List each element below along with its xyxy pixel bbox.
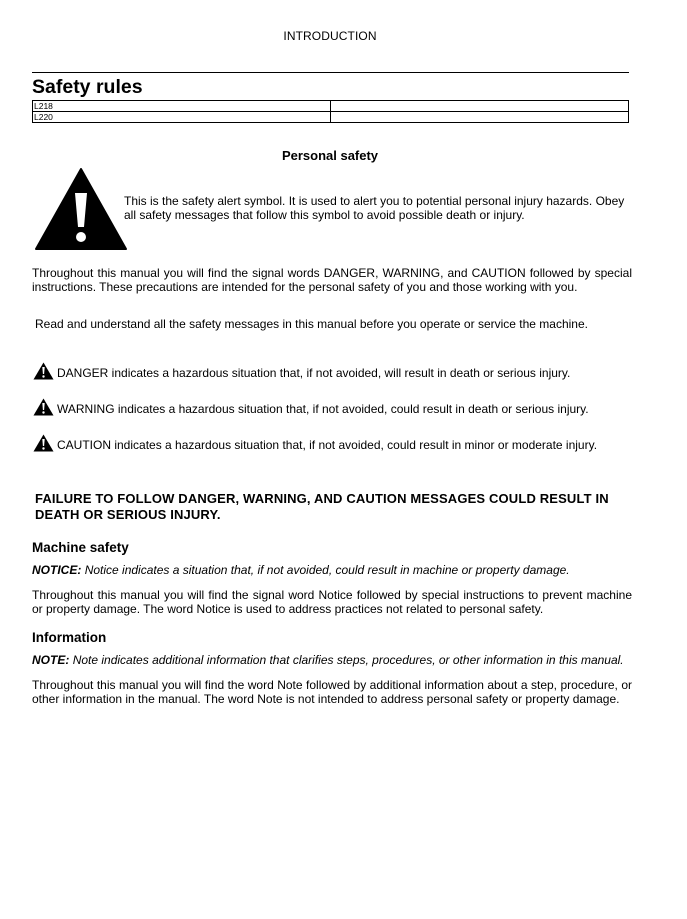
danger-text: DANGER indicates a hazardous situation that, if not avoided, will result in death or serious injury.	[57, 366, 571, 380]
note-label: NOTE:	[32, 653, 70, 667]
empty-cell	[331, 101, 629, 112]
note-text: Note indicates additional information that clarifies steps, procedures, or other information in this manual.	[72, 653, 624, 667]
caution-text: CAUTION indicates a hazardous situation that, if not avoided, could result in minor or moderate injury.	[57, 438, 598, 452]
page-header: INTRODUCTION	[283, 29, 377, 43]
personal-safety-title: Personal safety	[281, 148, 379, 163]
warning-triangle-icon	[33, 362, 54, 380]
table-row	[33, 101, 629, 112]
warning-statement	[33, 398, 589, 416]
model-cell: L220	[33, 112, 331, 123]
note-line	[32, 653, 632, 667]
warning-triangle-icon	[33, 434, 54, 452]
information-title: Information	[32, 630, 107, 645]
model-cell: L218	[33, 101, 331, 112]
table-row	[33, 112, 629, 123]
information-paragraph: Throughout this manual you will find the word Note followed by additional information about a step, procedure, or other information in the manual. The word Note is not intended to address personal safety or property damage.	[32, 678, 632, 706]
read-paragraph: Read and understand all the safety messages in this manual before you operate or service the machine.	[35, 317, 588, 331]
machine-safety-title: Machine safety	[32, 540, 129, 555]
safety-alert-icon	[34, 167, 128, 251]
machine-safety-paragraph: Throughout this manual you will find the signal word Notice followed by special instructions to prevent machine or property damage. The word Notice is used to address practices not related to personal safety.	[32, 588, 632, 616]
model-table	[32, 100, 629, 123]
notice-line	[32, 563, 632, 577]
danger-statement	[33, 362, 570, 380]
notice-text: Notice indicates a situation that, if not avoided, could result in machine or property damage.	[84, 563, 570, 577]
empty-cell	[331, 112, 629, 123]
failure-warning: FAILURE TO FOLLOW DANGER, WARNING, AND CAUTION MESSAGES COULD RESULT IN DEATH OR SERIOUS INJURY.	[35, 491, 609, 522]
alert-symbol-text: This is the safety alert symbol. It is used to alert you to potential personal injury hazards. Obey all safety messages that follow this symbol to avoid possible death or injury.	[124, 194, 625, 222]
section-title-block	[32, 72, 629, 99]
caution-statement	[33, 434, 597, 452]
warning-text: WARNING indicates a hazardous situation that, if not avoided, could result in death or serious injury.	[57, 402, 589, 416]
section-title: Safety rules	[32, 76, 143, 98]
notice-label: NOTICE:	[32, 563, 82, 577]
warning-triangle-icon	[33, 398, 54, 416]
signal-words-paragraph: Throughout this manual you will find the signal words DANGER, WARNING, and CAUTION followed by special instructions. These precautions are intended for the personal safety of you and those working with you.	[32, 266, 632, 294]
